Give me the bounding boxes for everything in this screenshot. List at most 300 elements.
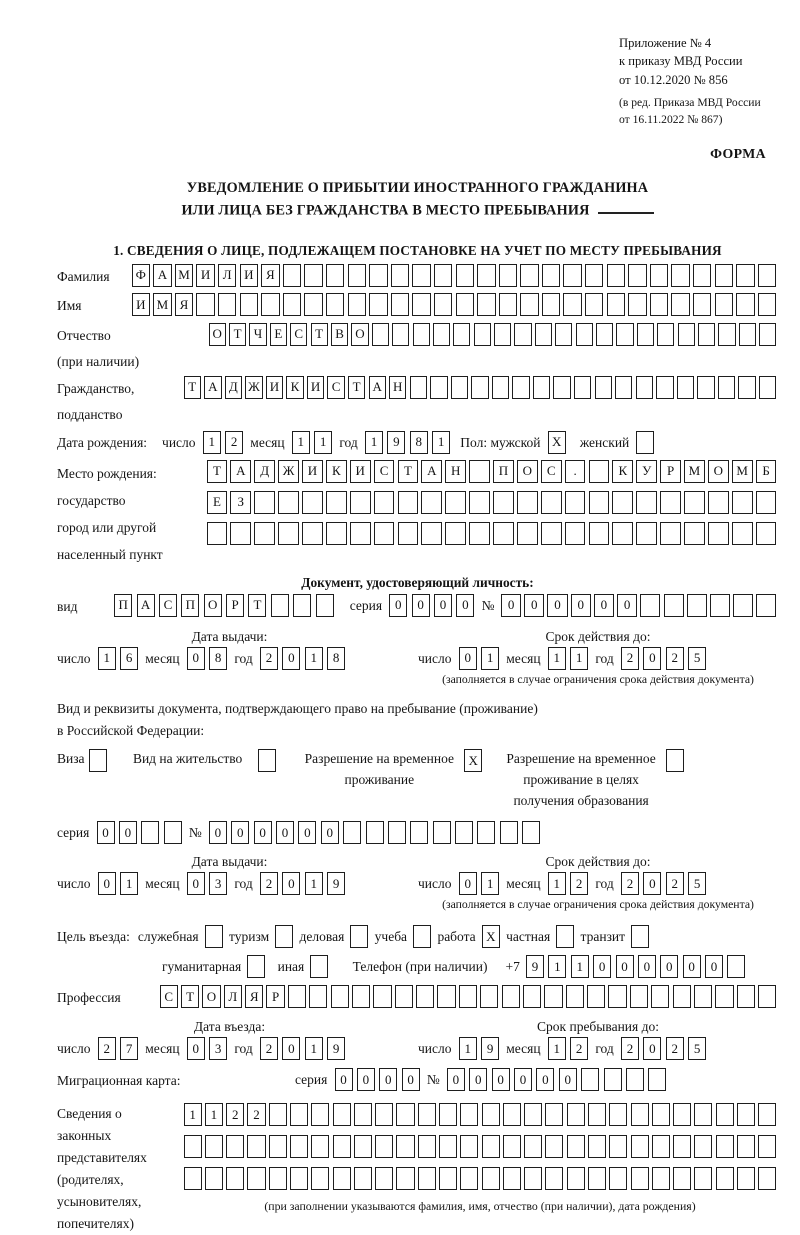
char-cell[interactable]: 0	[456, 594, 474, 617]
char-cell[interactable]: Л	[218, 264, 236, 287]
char-cell[interactable]	[354, 1167, 372, 1190]
char-cell[interactable]: 1	[203, 431, 221, 454]
char-cell[interactable]	[469, 522, 490, 545]
char-cell[interactable]	[343, 821, 361, 844]
char-cell[interactable]: X	[548, 431, 566, 454]
char-cell[interactable]	[373, 985, 391, 1008]
char-cell[interactable]	[608, 985, 626, 1008]
char-cell[interactable]: П	[181, 594, 199, 617]
char-cell[interactable]: И	[240, 264, 258, 287]
char-cell[interactable]	[503, 1103, 521, 1126]
char-cell[interactable]: М	[684, 460, 705, 483]
char-cell[interactable]	[477, 821, 495, 844]
char-cell[interactable]	[326, 491, 347, 514]
char-cell[interactable]: 0	[379, 1068, 397, 1091]
char-cell[interactable]	[727, 955, 745, 978]
char-cell[interactable]: 2	[621, 1037, 639, 1060]
purpose-transit-checkbox[interactable]	[629, 925, 651, 948]
char-cell[interactable]: 0	[97, 821, 115, 844]
char-cell[interactable]	[311, 1103, 329, 1126]
char-cell[interactable]	[616, 323, 633, 346]
char-cell[interactable]	[693, 264, 711, 287]
char-cell[interactable]: Т	[398, 460, 419, 483]
char-cell[interactable]	[240, 293, 258, 316]
char-cell[interactable]: 5	[688, 647, 706, 670]
char-cell[interactable]: 2	[98, 1037, 116, 1060]
char-cell[interactable]	[652, 1135, 670, 1158]
char-cell[interactable]: 0	[402, 1068, 420, 1091]
char-cell[interactable]	[628, 264, 646, 287]
char-cell[interactable]: 1	[459, 1037, 477, 1060]
char-cell[interactable]	[348, 264, 366, 287]
char-cell[interactable]	[565, 491, 586, 514]
char-cell[interactable]	[445, 491, 466, 514]
char-cell[interactable]	[520, 264, 538, 287]
char-cell[interactable]: 1	[548, 872, 566, 895]
char-cell[interactable]	[207, 522, 228, 545]
char-cell[interactable]	[514, 323, 531, 346]
char-cell[interactable]	[671, 293, 689, 316]
char-cell[interactable]	[283, 264, 301, 287]
char-cell[interactable]	[254, 522, 275, 545]
char-cell[interactable]	[226, 1167, 244, 1190]
char-cell[interactable]	[716, 1135, 734, 1158]
char-cell[interactable]: 8	[209, 647, 227, 670]
temp-permit-checkbox[interactable]	[462, 749, 484, 772]
char-cell[interactable]: 8	[410, 431, 428, 454]
char-cell[interactable]: 0	[389, 594, 407, 617]
char-cell[interactable]	[413, 323, 430, 346]
char-cell[interactable]: 1	[481, 647, 499, 670]
char-cell[interactable]	[230, 522, 251, 545]
char-cell[interactable]	[595, 376, 612, 399]
char-cell[interactable]: С	[541, 460, 562, 483]
purpose-work-checkbox[interactable]	[480, 925, 502, 948]
char-cell[interactable]: 0	[209, 821, 227, 844]
char-cell[interactable]	[673, 1167, 691, 1190]
char-cell[interactable]: 1	[292, 431, 310, 454]
char-cell[interactable]	[581, 1068, 599, 1091]
char-cell[interactable]: 0	[643, 647, 661, 670]
char-cell[interactable]: Ж	[245, 376, 262, 399]
char-cell[interactable]	[469, 491, 490, 514]
char-cell[interactable]	[565, 522, 586, 545]
char-cell[interactable]	[758, 1135, 776, 1158]
char-cell[interactable]	[589, 522, 610, 545]
char-cell[interactable]	[604, 1068, 622, 1091]
char-cell[interactable]: А	[421, 460, 442, 483]
sex-female-checkbox[interactable]	[634, 431, 656, 454]
char-cell[interactable]: 0	[282, 872, 300, 895]
char-cell[interactable]	[445, 522, 466, 545]
char-cell[interactable]: И	[266, 376, 283, 399]
char-cell[interactable]	[673, 1103, 691, 1126]
char-cell[interactable]	[369, 293, 387, 316]
char-cell[interactable]	[698, 323, 715, 346]
sex-male-checkbox[interactable]	[546, 431, 568, 454]
char-cell[interactable]	[302, 522, 323, 545]
char-cell[interactable]	[254, 491, 275, 514]
char-cell[interactable]	[374, 491, 395, 514]
char-cell[interactable]	[474, 323, 491, 346]
char-cell[interactable]: А	[230, 460, 251, 483]
char-cell[interactable]	[544, 985, 562, 1008]
char-cell[interactable]: 2	[247, 1103, 265, 1126]
purpose-business-checkbox[interactable]	[348, 925, 370, 948]
char-cell[interactable]: 1	[314, 431, 332, 454]
char-cell[interactable]	[502, 985, 520, 1008]
char-cell[interactable]: 2	[621, 647, 639, 670]
char-cell[interactable]	[326, 522, 347, 545]
char-cell[interactable]	[718, 376, 735, 399]
char-cell[interactable]: 0	[187, 1037, 205, 1060]
char-cell[interactable]	[316, 594, 334, 617]
char-cell[interactable]: 2	[621, 872, 639, 895]
char-cell[interactable]	[652, 1103, 670, 1126]
char-cell[interactable]: О	[202, 985, 220, 1008]
char-cell[interactable]	[412, 293, 430, 316]
char-cell[interactable]: К	[286, 376, 303, 399]
char-cell[interactable]	[589, 491, 610, 514]
char-cell[interactable]: Я	[261, 264, 279, 287]
char-cell[interactable]	[609, 1135, 627, 1158]
char-cell[interactable]: 1	[305, 1037, 323, 1060]
char-cell[interactable]	[607, 293, 625, 316]
char-cell[interactable]	[637, 323, 654, 346]
char-cell[interactable]: 0	[501, 594, 521, 617]
char-cell[interactable]	[456, 264, 474, 287]
char-cell[interactable]	[374, 522, 395, 545]
char-cell[interactable]	[650, 264, 668, 287]
char-cell[interactable]	[418, 1167, 436, 1190]
char-cell[interactable]	[500, 821, 518, 844]
char-cell[interactable]	[737, 1167, 755, 1190]
char-cell[interactable]: Р	[660, 460, 681, 483]
char-cell[interactable]	[522, 821, 540, 844]
char-cell[interactable]	[596, 323, 613, 346]
char-cell[interactable]: Д	[254, 460, 275, 483]
char-cell[interactable]	[567, 1167, 585, 1190]
char-cell[interactable]	[738, 376, 755, 399]
char-cell[interactable]: Я	[245, 985, 263, 1008]
char-cell[interactable]	[499, 293, 517, 316]
char-cell[interactable]	[715, 293, 733, 316]
char-cell[interactable]	[542, 264, 560, 287]
char-cell[interactable]	[290, 1167, 308, 1190]
char-cell[interactable]	[652, 1167, 670, 1190]
char-cell[interactable]	[271, 594, 289, 617]
char-cell[interactable]	[524, 1167, 542, 1190]
char-cell[interactable]	[333, 1167, 351, 1190]
char-cell[interactable]	[439, 1167, 457, 1190]
char-cell[interactable]	[517, 522, 538, 545]
visa-checkbox[interactable]	[87, 749, 109, 772]
char-cell[interactable]	[503, 1167, 521, 1190]
char-cell[interactable]	[708, 522, 729, 545]
char-cell[interactable]	[290, 1103, 308, 1126]
char-cell[interactable]	[350, 925, 368, 948]
char-cell[interactable]	[350, 491, 371, 514]
char-cell[interactable]	[673, 1135, 691, 1158]
char-cell[interactable]: 2	[260, 1037, 278, 1060]
char-cell[interactable]	[574, 376, 591, 399]
char-cell[interactable]: 0	[459, 872, 477, 895]
char-cell[interactable]: 2	[260, 647, 278, 670]
char-cell[interactable]: .	[565, 460, 586, 483]
char-cell[interactable]	[269, 1103, 287, 1126]
char-cell[interactable]	[310, 955, 328, 978]
char-cell[interactable]: 0	[321, 821, 339, 844]
char-cell[interactable]	[737, 1103, 755, 1126]
char-cell[interactable]	[697, 376, 714, 399]
char-cell[interactable]	[482, 1135, 500, 1158]
char-cell[interactable]	[396, 1167, 414, 1190]
char-cell[interactable]	[651, 985, 669, 1008]
char-cell[interactable]	[758, 1167, 776, 1190]
char-cell[interactable]: К	[612, 460, 633, 483]
char-cell[interactable]	[477, 264, 495, 287]
char-cell[interactable]	[636, 376, 653, 399]
char-cell[interactable]	[89, 749, 107, 772]
char-cell[interactable]: 9	[387, 431, 405, 454]
char-cell[interactable]: В	[331, 323, 348, 346]
char-cell[interactable]: Ж	[278, 460, 299, 483]
char-cell[interactable]	[566, 985, 584, 1008]
residence-permit-checkbox[interactable]	[256, 749, 278, 772]
char-cell[interactable]	[275, 925, 293, 948]
char-cell[interactable]: 0	[638, 955, 656, 978]
char-cell[interactable]	[678, 323, 695, 346]
char-cell[interactable]	[388, 821, 406, 844]
char-cell[interactable]	[418, 1135, 436, 1158]
char-cell[interactable]	[410, 376, 427, 399]
char-cell[interactable]	[756, 522, 777, 545]
char-cell[interactable]: Т	[248, 594, 266, 617]
char-cell[interactable]	[660, 522, 681, 545]
char-cell[interactable]: 0	[459, 647, 477, 670]
char-cell[interactable]	[541, 522, 562, 545]
char-cell[interactable]	[710, 594, 730, 617]
char-cell[interactable]	[756, 491, 777, 514]
char-cell[interactable]	[563, 293, 581, 316]
char-cell[interactable]: К	[326, 460, 347, 483]
char-cell[interactable]	[715, 985, 733, 1008]
char-cell[interactable]	[694, 1135, 712, 1158]
char-cell[interactable]	[375, 1103, 393, 1126]
char-cell[interactable]	[609, 1167, 627, 1190]
char-cell[interactable]	[391, 264, 409, 287]
char-cell[interactable]: 1	[205, 1103, 223, 1126]
char-cell[interactable]	[628, 293, 646, 316]
char-cell[interactable]	[430, 376, 447, 399]
char-cell[interactable]: Д	[225, 376, 242, 399]
char-cell[interactable]	[666, 749, 684, 772]
char-cell[interactable]: 0	[705, 955, 723, 978]
char-cell[interactable]	[196, 293, 214, 316]
char-cell[interactable]	[758, 293, 776, 316]
purpose-other-checkbox[interactable]	[308, 955, 330, 978]
char-cell[interactable]	[459, 985, 477, 1008]
char-cell[interactable]	[460, 1135, 478, 1158]
char-cell[interactable]: X	[482, 925, 500, 948]
char-cell[interactable]	[732, 491, 753, 514]
char-cell[interactable]: 1	[305, 647, 323, 670]
char-cell[interactable]	[684, 491, 705, 514]
char-cell[interactable]	[694, 985, 712, 1008]
char-cell[interactable]	[636, 491, 657, 514]
char-cell[interactable]	[553, 376, 570, 399]
char-cell[interactable]	[542, 293, 560, 316]
char-cell[interactable]	[418, 1103, 436, 1126]
char-cell[interactable]	[352, 985, 370, 1008]
char-cell[interactable]: Н	[445, 460, 466, 483]
char-cell[interactable]	[184, 1135, 202, 1158]
char-cell[interactable]	[261, 293, 279, 316]
char-cell[interactable]: 0	[447, 1068, 465, 1091]
char-cell[interactable]	[660, 491, 681, 514]
char-cell[interactable]	[759, 376, 776, 399]
char-cell[interactable]	[612, 522, 633, 545]
char-cell[interactable]	[533, 376, 550, 399]
char-cell[interactable]: 1	[365, 431, 383, 454]
char-cell[interactable]	[716, 1103, 734, 1126]
char-cell[interactable]	[493, 491, 514, 514]
char-cell[interactable]: У	[636, 460, 657, 483]
char-cell[interactable]	[588, 1135, 606, 1158]
char-cell[interactable]	[587, 985, 605, 1008]
char-cell[interactable]: 6	[120, 647, 138, 670]
char-cell[interactable]	[545, 1135, 563, 1158]
char-cell[interactable]: 0	[617, 594, 637, 617]
char-cell[interactable]	[269, 1135, 287, 1158]
char-cell[interactable]	[671, 264, 689, 287]
char-cell[interactable]: С	[160, 985, 178, 1008]
char-cell[interactable]	[640, 594, 660, 617]
char-cell[interactable]	[460, 1167, 478, 1190]
char-cell[interactable]: Т	[311, 323, 328, 346]
char-cell[interactable]: 0	[335, 1068, 353, 1091]
char-cell[interactable]: 9	[327, 1037, 345, 1060]
char-cell[interactable]	[455, 821, 473, 844]
char-cell[interactable]: 0	[514, 1068, 532, 1091]
char-cell[interactable]: Я	[175, 293, 193, 316]
char-cell[interactable]	[416, 985, 434, 1008]
char-cell[interactable]: М	[732, 460, 753, 483]
char-cell[interactable]: 5	[688, 1037, 706, 1060]
char-cell[interactable]: П	[114, 594, 132, 617]
purpose-humanitarian-checkbox[interactable]	[245, 955, 267, 978]
char-cell[interactable]	[563, 264, 581, 287]
char-cell[interactable]	[293, 594, 311, 617]
char-cell[interactable]: О	[708, 460, 729, 483]
char-cell[interactable]	[576, 323, 593, 346]
char-cell[interactable]: 0	[643, 872, 661, 895]
char-cell[interactable]	[657, 323, 674, 346]
char-cell[interactable]: 1	[548, 1037, 566, 1060]
char-cell[interactable]	[585, 264, 603, 287]
char-cell[interactable]: З	[230, 491, 251, 514]
char-cell[interactable]	[612, 491, 633, 514]
char-cell[interactable]	[523, 985, 541, 1008]
char-cell[interactable]	[141, 821, 159, 844]
char-cell[interactable]	[636, 522, 657, 545]
char-cell[interactable]	[556, 925, 574, 948]
char-cell[interactable]	[437, 985, 455, 1008]
char-cell[interactable]	[482, 1167, 500, 1190]
char-cell[interactable]	[673, 985, 691, 1008]
char-cell[interactable]: 0	[571, 594, 591, 617]
char-cell[interactable]	[482, 1103, 500, 1126]
char-cell[interactable]: 0	[616, 955, 634, 978]
char-cell[interactable]: Т	[348, 376, 365, 399]
char-cell[interactable]	[433, 323, 450, 346]
char-cell[interactable]: 0	[98, 872, 116, 895]
char-cell[interactable]: И	[196, 264, 214, 287]
char-cell[interactable]: М	[153, 293, 171, 316]
char-cell[interactable]: И	[302, 460, 323, 483]
char-cell[interactable]: 0	[276, 821, 294, 844]
char-cell[interactable]: 1	[571, 955, 589, 978]
char-cell[interactable]: Ф	[132, 264, 150, 287]
char-cell[interactable]: 0	[298, 821, 316, 844]
char-cell[interactable]	[354, 1135, 372, 1158]
char-cell[interactable]	[588, 1103, 606, 1126]
char-cell[interactable]	[283, 293, 301, 316]
char-cell[interactable]: 0	[683, 955, 701, 978]
char-cell[interactable]: С	[159, 594, 177, 617]
char-cell[interactable]: Ч	[249, 323, 266, 346]
char-cell[interactable]	[304, 264, 322, 287]
char-cell[interactable]: 1	[98, 647, 116, 670]
char-cell[interactable]	[278, 491, 299, 514]
char-cell[interactable]: 0	[119, 821, 137, 844]
edu-permit-checkbox[interactable]	[664, 749, 686, 772]
char-cell[interactable]	[758, 1103, 776, 1126]
char-cell[interactable]	[737, 985, 755, 1008]
char-cell[interactable]: 2	[666, 1037, 684, 1060]
char-cell[interactable]	[456, 293, 474, 316]
char-cell[interactable]	[494, 323, 511, 346]
char-cell[interactable]: 0	[660, 955, 678, 978]
char-cell[interactable]: 0	[282, 647, 300, 670]
char-cell[interactable]	[311, 1167, 329, 1190]
char-cell[interactable]	[684, 522, 705, 545]
char-cell[interactable]	[433, 821, 451, 844]
purpose-private-checkbox[interactable]	[554, 925, 576, 948]
char-cell[interactable]	[567, 1103, 585, 1126]
purpose-study-checkbox[interactable]	[411, 925, 433, 948]
char-cell[interactable]: 0	[594, 594, 614, 617]
char-cell[interactable]: X	[464, 749, 482, 772]
char-cell[interactable]	[677, 376, 694, 399]
char-cell[interactable]	[630, 985, 648, 1008]
char-cell[interactable]: 0	[434, 594, 452, 617]
char-cell[interactable]	[226, 1135, 244, 1158]
char-cell[interactable]: 1	[481, 872, 499, 895]
char-cell[interactable]	[375, 1167, 393, 1190]
char-cell[interactable]	[205, 1135, 223, 1158]
char-cell[interactable]: 1	[305, 872, 323, 895]
char-cell[interactable]	[278, 522, 299, 545]
char-cell[interactable]	[732, 522, 753, 545]
char-cell[interactable]	[758, 985, 776, 1008]
char-cell[interactable]	[736, 264, 754, 287]
char-cell[interactable]	[218, 293, 236, 316]
char-cell[interactable]: 0	[187, 872, 205, 895]
char-cell[interactable]: С	[327, 376, 344, 399]
char-cell[interactable]: 0	[492, 1068, 510, 1091]
char-cell[interactable]	[545, 1167, 563, 1190]
